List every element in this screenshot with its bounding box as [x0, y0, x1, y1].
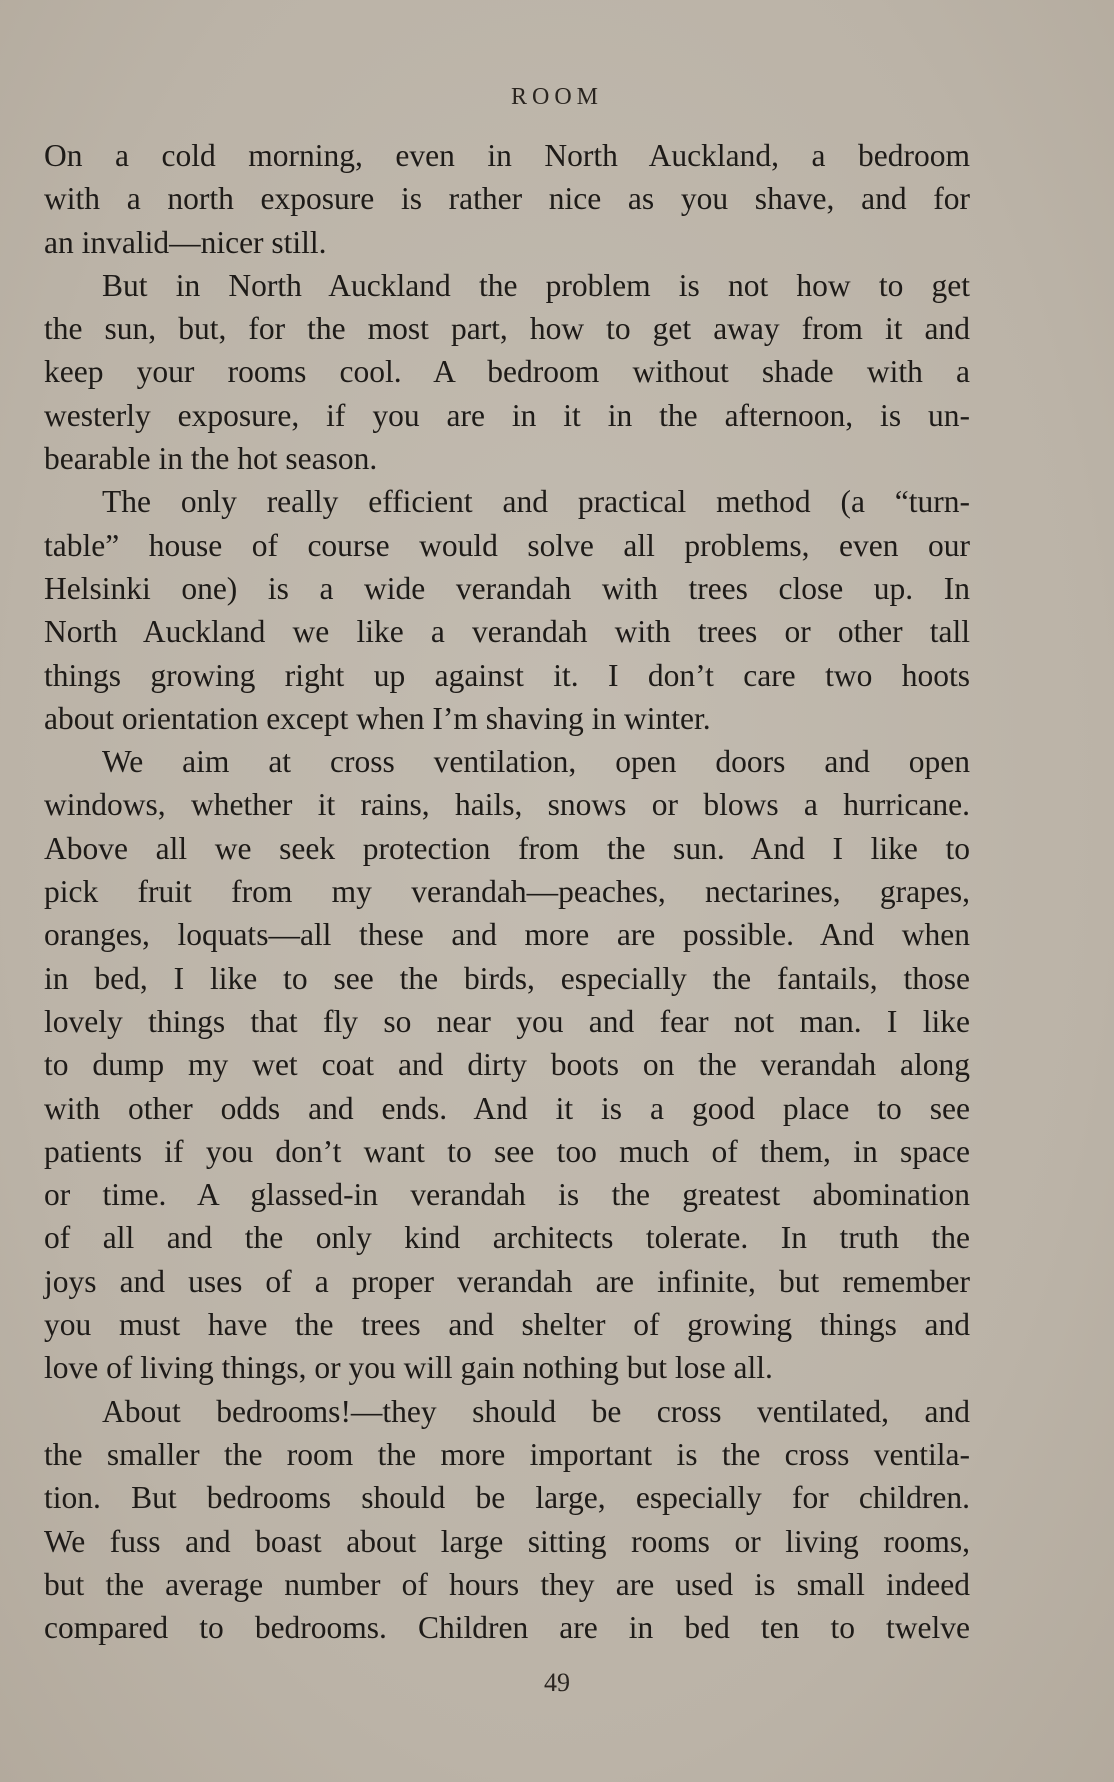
text-line: joys and uses of a proper verandah are infinite, but remember [44, 1263, 970, 1299]
text-line: We fuss and boast about large sitting rooms or living rooms, [44, 1523, 970, 1559]
text-line: in bed, I like to see the birds, especially the fantails, those [44, 960, 970, 996]
paragraph [44, 1390, 970, 1650]
text-line: We aim at cross ventilation, open doors and open [102, 744, 970, 780]
text-line: On a cold morning, even in North Auckland, a bedroom [44, 138, 970, 173]
text-line: The only really efficient and practical method (a “turn- [102, 484, 970, 520]
text-line: bearable in the hot season. [44, 441, 378, 477]
text-line: lovely things that fly so near you and fear not man. I like [44, 1003, 970, 1039]
text-line: to dump my wet coat and dirty boots on the verandah along [44, 1047, 970, 1083]
text-line: North Auckland we like a verandah with trees or other tall [44, 614, 970, 650]
text-line: pick fruit from my verandah—peaches, nectarines, grapes, [44, 874, 970, 910]
paragraph [44, 134, 970, 264]
text-line: keep your rooms cool. A bedroom without shade with a [44, 354, 970, 390]
text-line: the sun, but, for the most part, how to get away from it and [44, 311, 970, 347]
text-line: you must have the trees and shelter of growing things and [44, 1307, 970, 1343]
page-number: 49 [544, 1668, 570, 1697]
text-line: an invalid—nicer still. [44, 224, 327, 260]
text-line: windows, whether it rains, hails, snows or blows a hurricane. [44, 787, 970, 823]
text-line: compared to bedrooms. Children are in bed ten to twelve [44, 1610, 970, 1646]
running-head: ROOM [510, 84, 603, 110]
paragraph [44, 264, 970, 480]
text-line: with a north exposure is rather nice as you shave, and for [44, 181, 970, 217]
text-line: the smaller the room the more important is the cross ventila- [44, 1436, 970, 1472]
text-line: oranges, loquats—all these and more are possible. And when [44, 917, 970, 953]
text-line: table” house of course would solve all problems, even our [44, 527, 970, 563]
text-line: things growing right up against it. I don’t care two hoots [44, 657, 970, 693]
text-line: with other odds and ends. And it is a good place to see [44, 1090, 970, 1126]
text-line: tion. But bedrooms should be large, especially for children. [44, 1480, 970, 1516]
text-line: About bedrooms!—they should be cross ventilated, and [102, 1393, 970, 1429]
text-line: love of living things, or you will gain nothing but lose all. [44, 1350, 773, 1386]
text-line: But in North Auckland the problem is not how to get [102, 267, 970, 303]
body-text [44, 134, 970, 1649]
text-line: Helsinki one) is a wide verandah with trees close up. In [44, 570, 970, 606]
text-line: Above all we seek protection from the sun. And I like to [44, 830, 970, 866]
text-line: westerly exposure, if you are in it in the afternoon, is un- [44, 397, 970, 433]
paragraph [44, 740, 970, 1389]
paragraph [44, 480, 970, 740]
text-line: about orientation except when I’m shaving in winter. [44, 700, 711, 736]
text-line: of all and the only kind architects tolerate. In truth the [44, 1220, 970, 1256]
text-line: patients if you don’t want to see too much of them, in space [44, 1133, 970, 1169]
text-line: but the average number of hours they are used is small indeed [44, 1566, 970, 1602]
text-line: or time. A glassed-in verandah is the greatest abomination [44, 1177, 970, 1213]
